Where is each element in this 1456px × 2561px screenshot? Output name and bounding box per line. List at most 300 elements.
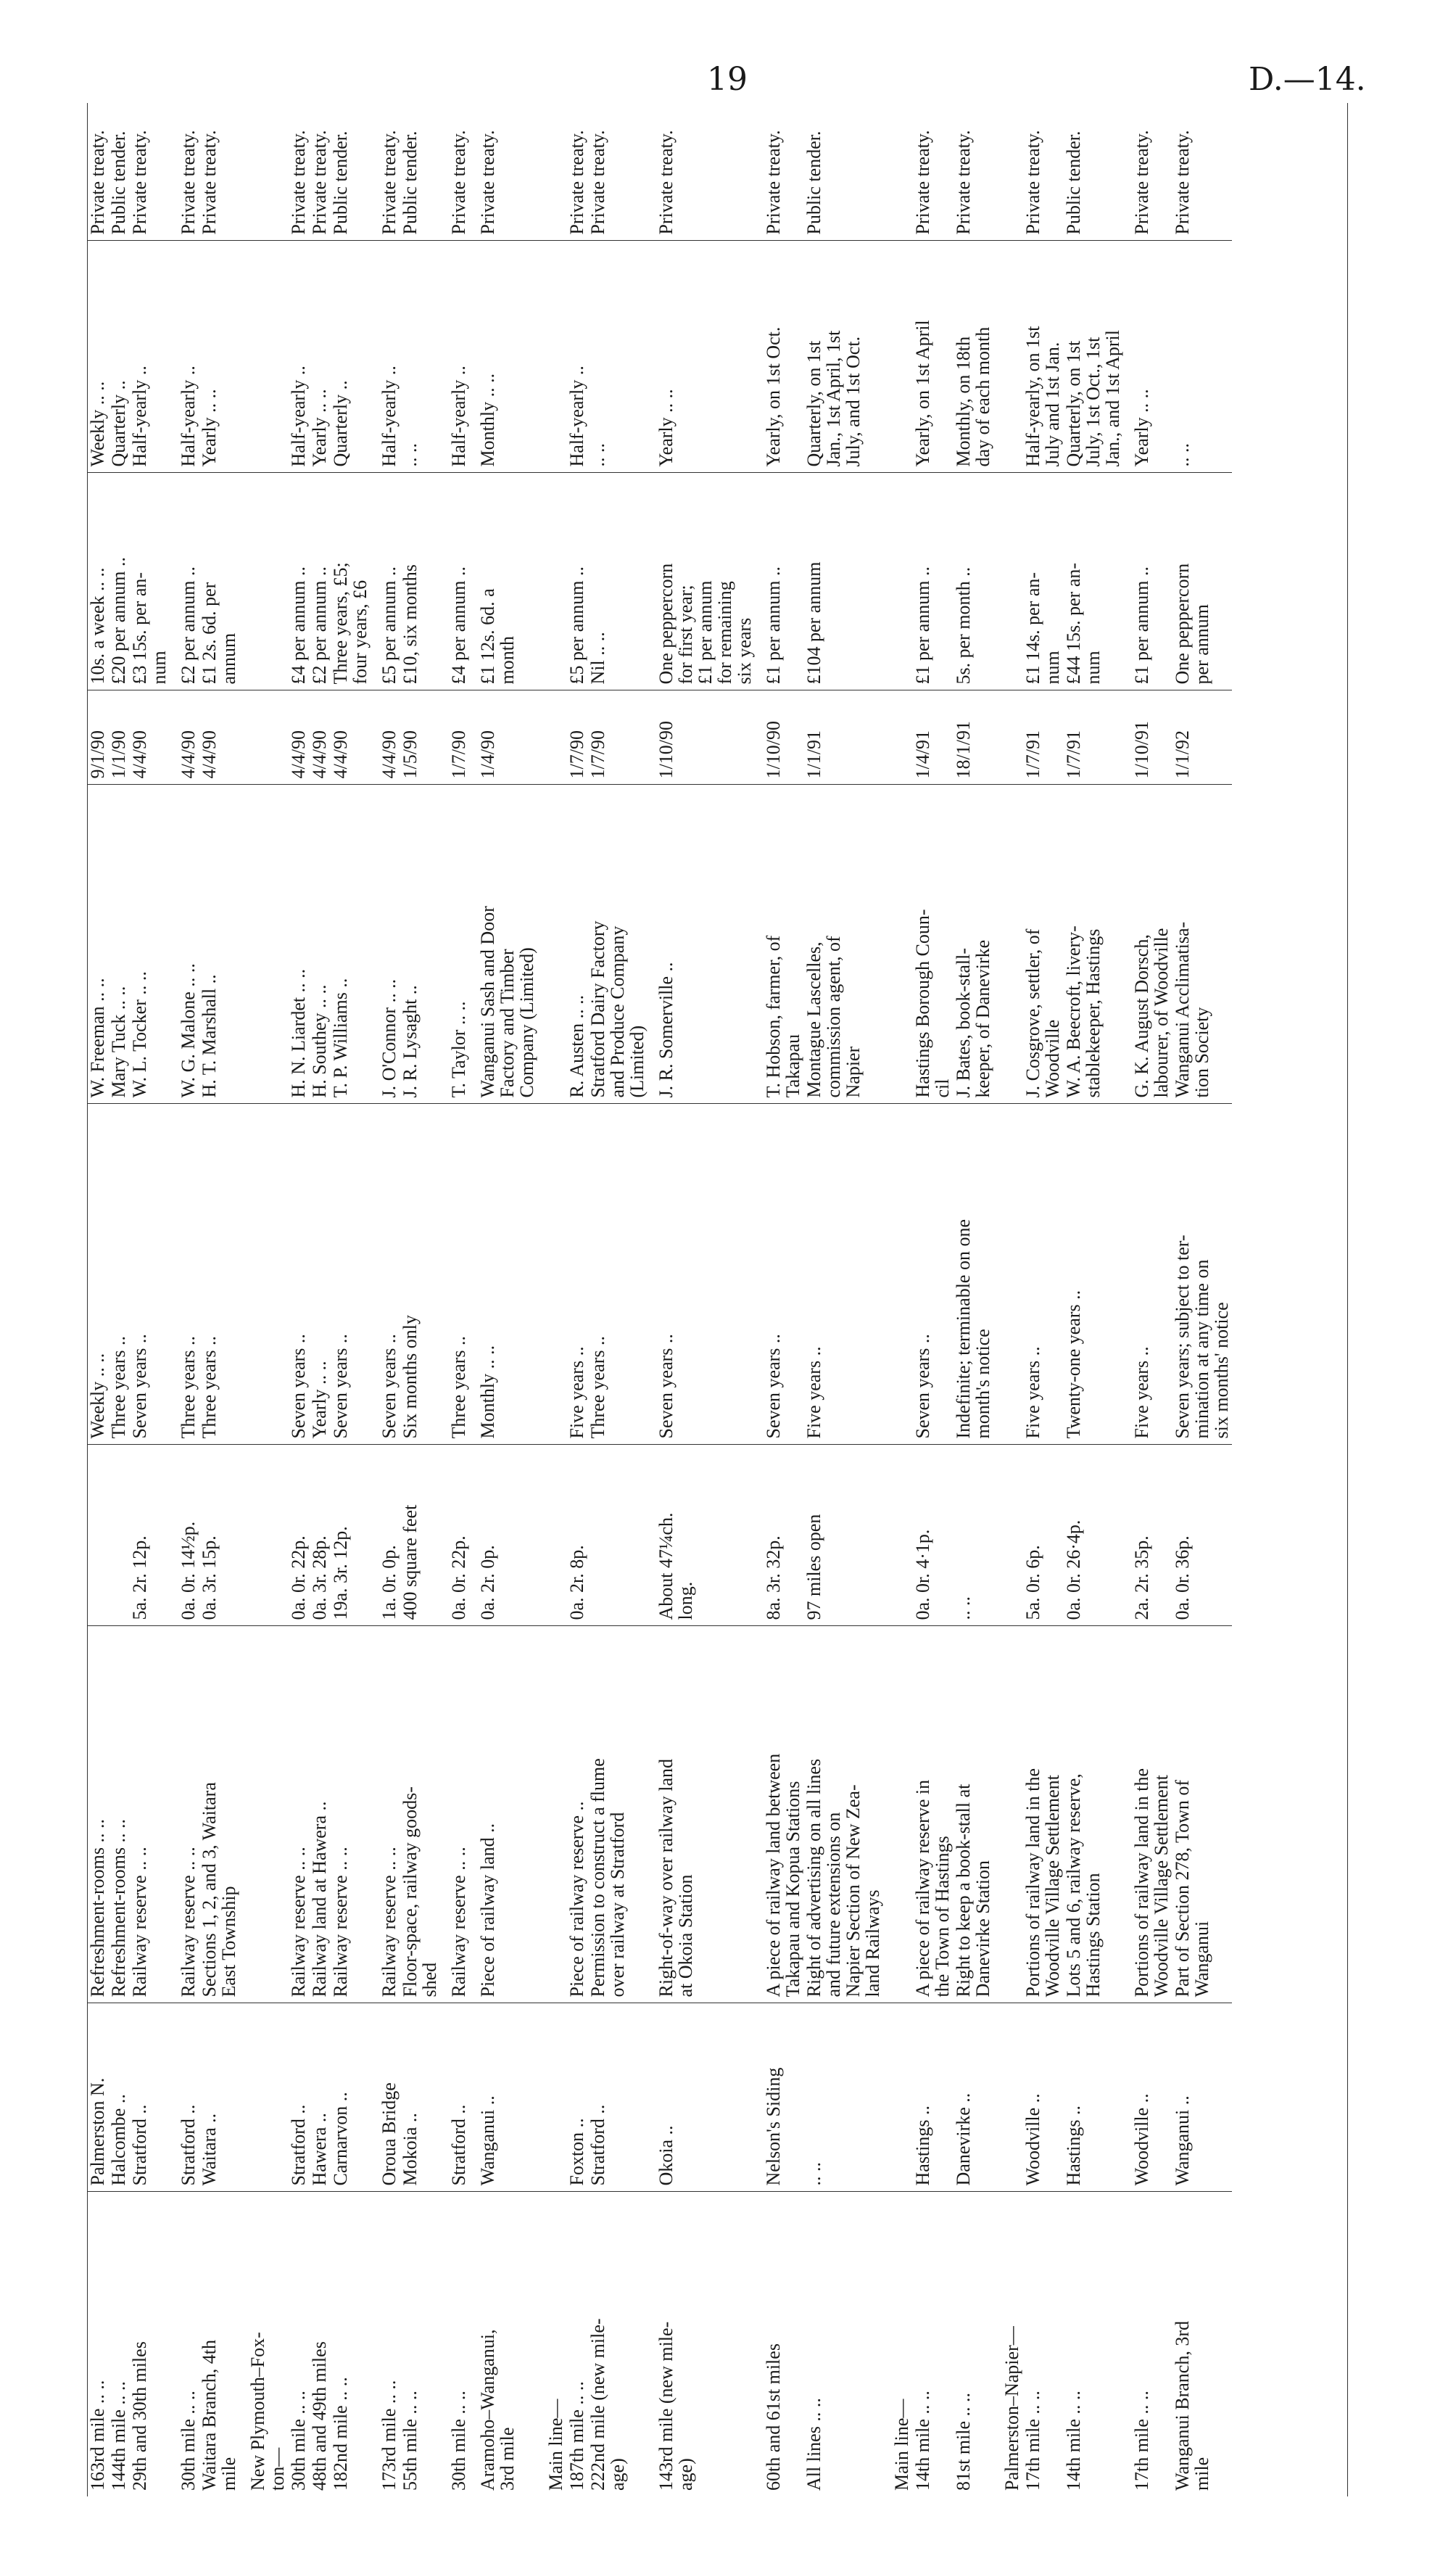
disposal-text: Private treaty.: [912, 130, 933, 235]
cell-station: [537, 2003, 566, 2192]
cell-mileage: [440, 2192, 469, 2496]
cell-description: [371, 1626, 400, 2003]
cell-date: [755, 690, 803, 785]
payable-text: Half-yearly ..: [448, 366, 469, 467]
term-text: Seven years ..: [129, 1334, 150, 1439]
payable-text: .. ..: [1172, 443, 1193, 467]
date-text: 1/10/90: [655, 721, 677, 779]
term-text: Three years ..: [587, 1336, 608, 1439]
cell-rental: [648, 473, 755, 690]
cell-mileage: [87, 2192, 108, 2496]
cell-term: [1172, 1104, 1232, 1445]
cell-area: [129, 1445, 170, 1626]
cell-station: [1022, 2003, 1063, 2192]
term-text: Twenty-one years ..: [1063, 1290, 1084, 1439]
date-text: 18/1/91: [953, 721, 974, 779]
cell-rental: [330, 473, 371, 690]
disposal-text: Public tender.: [400, 131, 421, 235]
cell-lessee: [108, 785, 129, 1104]
cell-term: [912, 1104, 953, 1445]
description-text: Permission to construct a flume: [587, 1758, 608, 1997]
cell-mileage: [755, 2192, 803, 2496]
cell-description: [537, 1626, 566, 2003]
payable-text: Monthly, on 18th: [953, 336, 974, 467]
mileage-text: New Plymouth–Fox-: [247, 2332, 268, 2491]
date-text: 4/4/90: [129, 730, 150, 779]
cell-mileage: [108, 2192, 129, 2496]
area-text: 5a. 2r. 12p.: [129, 1535, 150, 1620]
cell-term: [239, 1104, 288, 1445]
description-text: Refreshment-rooms .. ..: [87, 1818, 108, 1997]
cell-lessee: [648, 785, 755, 1104]
station-text: Foxton ..: [566, 2118, 587, 2186]
cell-station: [108, 2003, 129, 2192]
description-text: Takapau and Kopua Stations: [782, 1781, 803, 1997]
mileage-text: Waitara Branch, 4th: [199, 2340, 220, 2491]
date-text: 1/7/90: [448, 730, 469, 779]
description-text: Hastings Station: [1083, 1873, 1104, 1997]
payable-text: Jan., and 1st April: [1102, 330, 1123, 467]
table-row: [199, 103, 239, 2496]
date-text: 4/4/90: [309, 730, 330, 779]
cell-station: [469, 2003, 537, 2192]
cell-rental: [129, 473, 170, 690]
disposal-text: Private treaty.: [1172, 130, 1193, 235]
rental-text: num: [1042, 651, 1063, 685]
cell-term: [1063, 1104, 1123, 1445]
date-text: 9/1/90: [87, 730, 108, 779]
area-text: About 47¼ch.: [655, 1512, 677, 1620]
cell-disposal: [587, 103, 648, 241]
lessee-text: Napier: [843, 1046, 864, 1098]
lessee-text: Wanganui Acclimatisa-: [1172, 921, 1193, 1098]
lessee-text: Company (Limited): [516, 947, 537, 1098]
cell-disposal: [537, 103, 566, 241]
lessee-text: G. K. August Dorsch,: [1131, 934, 1152, 1098]
cell-area: [883, 1445, 912, 1626]
description-text: Sections 1, 2, and 3, Waitara: [199, 1782, 220, 1997]
table-row: [129, 103, 170, 2496]
cell-rental: [566, 473, 587, 690]
rental-text: £4 per annum ..: [288, 566, 309, 685]
description-text: A piece of railway reserve in: [912, 1779, 933, 1997]
cell-lessee: [912, 785, 953, 1104]
term-text: Three years ..: [108, 1336, 129, 1439]
mileage-text: 48th and 49th miles: [309, 2341, 330, 2491]
payable-text: Half-yearly ..: [566, 366, 587, 467]
date-text: 1/1/92: [1172, 730, 1193, 779]
payable-text: July and 1st Jan.: [1042, 342, 1063, 467]
area-text: 0a. 0r. 26·4p.: [1063, 1519, 1084, 1620]
rental-text: One peppercorn: [1172, 563, 1193, 685]
term-text: Weekly .. ..: [87, 1353, 108, 1439]
cell-lessee: [371, 785, 400, 1104]
lessee-text: Wanganui Sash and Door: [477, 906, 498, 1098]
table-row: [537, 103, 566, 2496]
term-text: Five years ..: [566, 1346, 587, 1439]
station-text: Mokoia ..: [400, 2113, 421, 2186]
rental-text: £1 14s. per an-: [1022, 572, 1043, 685]
cell-date: [1123, 690, 1172, 785]
station-text: Hastings ..: [1063, 2106, 1084, 2186]
cell-description: [239, 1626, 288, 2003]
cell-station: [170, 2003, 199, 2192]
cell-mileage: [170, 2192, 199, 2496]
cell-mileage: [1063, 2192, 1123, 2496]
cell-area: [239, 1445, 288, 1626]
term-text: mination at any time on: [1191, 1259, 1212, 1439]
cell-station: [400, 2003, 440, 2192]
payable-text: Monthly .. ..: [477, 373, 498, 467]
cell-rental: [993, 473, 1022, 690]
cell-station: [803, 2003, 883, 2192]
cell-payable: [755, 241, 803, 473]
disposal-text: Private treaty.: [129, 130, 150, 235]
rental-text: £44 15s. per an-: [1063, 562, 1084, 685]
cell-date: [87, 690, 108, 785]
rental-text: £5 per annum ..: [379, 566, 400, 685]
payable-text: Half-yearly ..: [129, 366, 150, 467]
station-text: Waitara ..: [199, 2113, 220, 2186]
cell-rental: [587, 473, 648, 690]
cell-description: [108, 1626, 129, 2003]
lessee-text: tion Society: [1191, 1007, 1212, 1098]
cell-lessee: [537, 785, 566, 1104]
lessee-text: stablekeeper, Hastings: [1083, 928, 1104, 1098]
table-row: [1063, 103, 1123, 2496]
description-text: over railway at Stratford: [607, 1812, 628, 1997]
cell-date: [129, 690, 170, 785]
cell-description: [883, 1626, 912, 2003]
date-text: 4/4/90: [330, 730, 351, 779]
payable-text: .. ..: [400, 443, 421, 467]
station-text: Carnarvon ..: [330, 2092, 351, 2186]
mileage-text: 81st mile .. ..: [953, 2392, 974, 2491]
cell-disposal: [953, 103, 993, 241]
table-row: [953, 103, 993, 2496]
cell-payable: [87, 241, 108, 473]
cell-disposal: [566, 103, 587, 241]
lessee-text: (Limited): [626, 1025, 648, 1098]
rental-text: 10s. a week .. ..: [87, 567, 108, 685]
page-number: 19: [707, 61, 748, 98]
disposal-text: Private treaty.: [1131, 130, 1152, 235]
mileage-text: 187th mile .. ..: [566, 2381, 587, 2491]
description-text: Right to keep a book-stall at: [953, 1783, 974, 1997]
cell-payable: [469, 241, 537, 473]
payable-text: day of each month: [972, 326, 993, 467]
disposal-text: Private treaty.: [477, 130, 498, 235]
area-text: 0a. 3r. 15p.: [199, 1535, 220, 1620]
cell-lessee: [953, 785, 993, 1104]
cell-disposal: [993, 103, 1022, 241]
cell-lessee: [400, 785, 440, 1104]
date-text: 1/10/90: [763, 721, 784, 779]
payable-text: Quarterly, on 1st: [803, 340, 824, 467]
cell-rental: [537, 473, 566, 690]
description-text: East Township: [218, 1886, 239, 1997]
cell-mileage: [566, 2192, 587, 2496]
mileage-text: 163rd mile .. ..: [87, 2380, 108, 2491]
cell-mileage: [1172, 2192, 1232, 2496]
lessee-text: T. Hobson, farmer, of: [763, 935, 784, 1098]
cell-term: [309, 1104, 330, 1445]
table-row: [993, 103, 1022, 2496]
cell-station: [330, 2003, 371, 2192]
term-text: Seven years; subject to ter-: [1172, 1234, 1193, 1439]
description-text: A piece of railway land between: [763, 1753, 784, 1997]
cell-lessee: [1022, 785, 1063, 1104]
cell-payable: [953, 241, 993, 473]
description-text: Railway reserve .. ..: [330, 1847, 351, 1997]
rental-text: per annum: [1191, 604, 1212, 685]
cell-station: [199, 2003, 239, 2192]
term-text: Indefinite; terminable on one: [953, 1218, 974, 1439]
cell-lessee: [309, 785, 330, 1104]
cell-rental: [199, 473, 239, 690]
rental-text: £1 per annum ..: [763, 566, 784, 685]
disposal-text: Private treaty.: [763, 130, 784, 235]
table-row: [371, 103, 400, 2496]
cell-area: [1022, 1445, 1063, 1626]
cell-mileage: [330, 2192, 371, 2496]
cell-area: [953, 1445, 993, 1626]
cell-disposal: [400, 103, 440, 241]
cell-station: [587, 2003, 648, 2192]
area-text: 97 miles open: [803, 1514, 824, 1620]
lessee-text: commission agent, of: [823, 936, 844, 1098]
cell-lessee: [239, 785, 288, 1104]
date-text: 4/4/90: [288, 730, 309, 779]
cell-area: [1123, 1445, 1172, 1626]
cell-description: [330, 1626, 371, 2003]
cell-station: [288, 2003, 309, 2192]
description-text: Portions of railway land in the: [1131, 1768, 1152, 1997]
cell-description: [469, 1626, 537, 2003]
lessee-text: J. Cosgrove, settler, of: [1022, 928, 1043, 1098]
payable-text: Yearly .. ..: [309, 389, 330, 467]
cell-lessee: [587, 785, 648, 1104]
cell-area: [648, 1445, 755, 1626]
lessee-text: Hastings Borough Coun-: [912, 909, 933, 1098]
cell-rental: [953, 473, 993, 690]
disposal-text: Private treaty.: [953, 130, 974, 235]
cell-payable: [108, 241, 129, 473]
cell-term: [883, 1104, 912, 1445]
mileage-text: All lines .. ..: [803, 2398, 824, 2491]
disposal-text: Private treaty.: [178, 130, 199, 235]
cell-term: [648, 1104, 755, 1445]
table-row: [87, 103, 108, 2496]
lessee-text: keeper, of Danevirke: [972, 939, 993, 1098]
rental-text: £3 15s. per an-: [129, 572, 150, 685]
term-text: Seven years ..: [763, 1334, 784, 1439]
lessee-text: W. G. Malone .. ..: [178, 963, 199, 1098]
cell-station: [1172, 2003, 1232, 2192]
mileage-text: 30th mile .. ..: [288, 2391, 309, 2491]
disposal-text: Private treaty.: [448, 130, 469, 235]
cell-description: [199, 1626, 239, 2003]
date-text: 4/4/90: [199, 730, 220, 779]
cell-mileage: [400, 2192, 440, 2496]
rental-text: £1 per annum: [695, 580, 716, 685]
cell-term: [129, 1104, 170, 1445]
cell-mileage: [587, 2192, 648, 2496]
description-text: Railway reserve .. ..: [129, 1847, 150, 1997]
cell-station: [239, 2003, 288, 2192]
term-text: Six months only: [400, 1315, 421, 1439]
cell-payable: [1022, 241, 1063, 473]
payable-text: July, and 1st Oct.: [843, 336, 864, 467]
cell-description: [400, 1626, 440, 2003]
disposal-text: Private treaty.: [379, 130, 400, 235]
cell-payable: [537, 241, 566, 473]
cell-term: [440, 1104, 469, 1445]
cell-disposal: [239, 103, 288, 241]
cell-rental: [1063, 473, 1123, 690]
cell-disposal: [912, 103, 953, 241]
date-text: 1/5/90: [400, 730, 421, 779]
cell-date: [566, 690, 587, 785]
cell-disposal: [883, 103, 912, 241]
cell-disposal: [755, 103, 803, 241]
cell-mileage: [309, 2192, 330, 2496]
cell-lessee: [803, 785, 883, 1104]
cell-term: [288, 1104, 309, 1445]
cell-disposal: [288, 103, 309, 241]
description-text: Portions of railway land in the: [1022, 1768, 1043, 1997]
cell-lessee: [1063, 785, 1123, 1104]
date-text: 1/7/91: [1063, 730, 1084, 779]
station-text: Oroua Bridge: [379, 2082, 400, 2186]
payable-text: Half-yearly, on 1st: [1022, 326, 1043, 467]
cell-payable: [440, 241, 469, 473]
cell-rental: [371, 473, 400, 690]
rental-text: £104 per annum: [803, 561, 824, 685]
rental-text: six years: [734, 617, 755, 685]
lessee-text: R. Austen .. ..: [566, 994, 587, 1098]
date-text: 1/7/91: [1022, 730, 1043, 779]
mileage-text: ton—: [267, 2447, 288, 2491]
disposal-text: Private treaty.: [587, 130, 608, 235]
cell-area: [803, 1445, 883, 1626]
cell-station: [1063, 2003, 1123, 2192]
table-bottom-rule: [1347, 103, 1348, 2496]
cell-payable: [1063, 241, 1123, 473]
table-row: [912, 103, 953, 2496]
date-text: 1/7/90: [566, 730, 587, 779]
term-text: Seven years ..: [288, 1334, 309, 1439]
cell-term: [371, 1104, 400, 1445]
payable-text: July, 1st Oct., 1st: [1083, 337, 1104, 467]
payable-text: Half-yearly ..: [288, 366, 309, 467]
disposal-text: Private treaty.: [199, 130, 220, 235]
cell-description: [288, 1626, 309, 2003]
station-text: Stratford ..: [178, 2104, 199, 2186]
rotated-ledger-container: [87, 103, 1349, 2496]
cell-date: [170, 690, 199, 785]
description-text: Piece of railway land ..: [477, 1823, 498, 1997]
cell-description: [1022, 1626, 1063, 2003]
term-text: Yearly .. ..: [309, 1361, 330, 1439]
description-text: Railway reserve .. ..: [379, 1847, 400, 1997]
cell-term: [170, 1104, 199, 1445]
lessee-text: labourer, of Woodville: [1151, 928, 1172, 1098]
cell-area: [469, 1445, 537, 1626]
cell-description: [566, 1626, 587, 2003]
disposal-text: Public tender.: [330, 131, 351, 235]
cell-rental: [1022, 473, 1063, 690]
date-text: 1/1/90: [108, 730, 129, 779]
table-row: [803, 103, 883, 2496]
cell-area: [170, 1445, 199, 1626]
table-row: [648, 103, 755, 2496]
description-text: Railway land at Hawera ..: [309, 1801, 330, 1997]
lessee-text: W. Freeman .. ..: [87, 978, 108, 1098]
cell-mileage: [1022, 2192, 1063, 2496]
area-text: 0a. 2r. 8p.: [566, 1545, 587, 1620]
cell-area: [912, 1445, 953, 1626]
description-text: Railway reserve .. ..: [448, 1847, 469, 1997]
disposal-text: Private treaty.: [1022, 130, 1043, 235]
mileage-text: 30th mile .. ..: [448, 2391, 469, 2491]
cell-term: [199, 1104, 239, 1445]
rental-text: One peppercorn: [655, 563, 677, 685]
cell-lessee: [288, 785, 309, 1104]
cell-disposal: [803, 103, 883, 241]
station-text: Halcombe ..: [108, 2094, 129, 2186]
cell-date: [803, 690, 883, 785]
payable-text: .. ..: [587, 443, 608, 467]
cell-description: [803, 1626, 883, 2003]
cell-payable: [129, 241, 170, 473]
cell-payable: [400, 241, 440, 473]
mileage-text: 173rd mile .. ..: [379, 2380, 400, 2491]
cell-payable: [239, 241, 288, 473]
cell-date: [1063, 690, 1123, 785]
cell-payable: [170, 241, 199, 473]
cell-area: [330, 1445, 371, 1626]
cell-term: [993, 1104, 1022, 1445]
table-row: [883, 103, 912, 2496]
cell-term: [330, 1104, 371, 1445]
payable-text: Yearly .. ..: [1131, 389, 1152, 467]
station-text: Woodville ..: [1022, 2093, 1043, 2186]
cell-mileage: [537, 2192, 566, 2496]
description-text: land Railways: [862, 1889, 883, 1997]
cell-rental: [309, 473, 330, 690]
area-text: 0a. 0r. 22p.: [288, 1535, 309, 1620]
cell-lessee: [469, 785, 537, 1104]
table-row: [400, 103, 440, 2496]
table-row: [469, 103, 537, 2496]
cell-payable: [883, 241, 912, 473]
lessee-text: Factory and Timber: [497, 949, 518, 1098]
cell-description: [912, 1626, 953, 2003]
cell-disposal: [1123, 103, 1172, 241]
cell-lessee: [440, 785, 469, 1104]
cell-payable: [1123, 241, 1172, 473]
payable-text: Jan., 1st April, 1st: [823, 330, 844, 467]
cell-disposal: [469, 103, 537, 241]
payable-text: Weekly .. ..: [87, 381, 108, 467]
cell-mileage: [469, 2192, 537, 2496]
mileage-text: age): [675, 2458, 696, 2491]
area-text: 0a. 0r. 14½p.: [178, 1521, 199, 1620]
cell-rental: [883, 473, 912, 690]
cell-date: [108, 690, 129, 785]
cell-description: [1123, 1626, 1172, 2003]
